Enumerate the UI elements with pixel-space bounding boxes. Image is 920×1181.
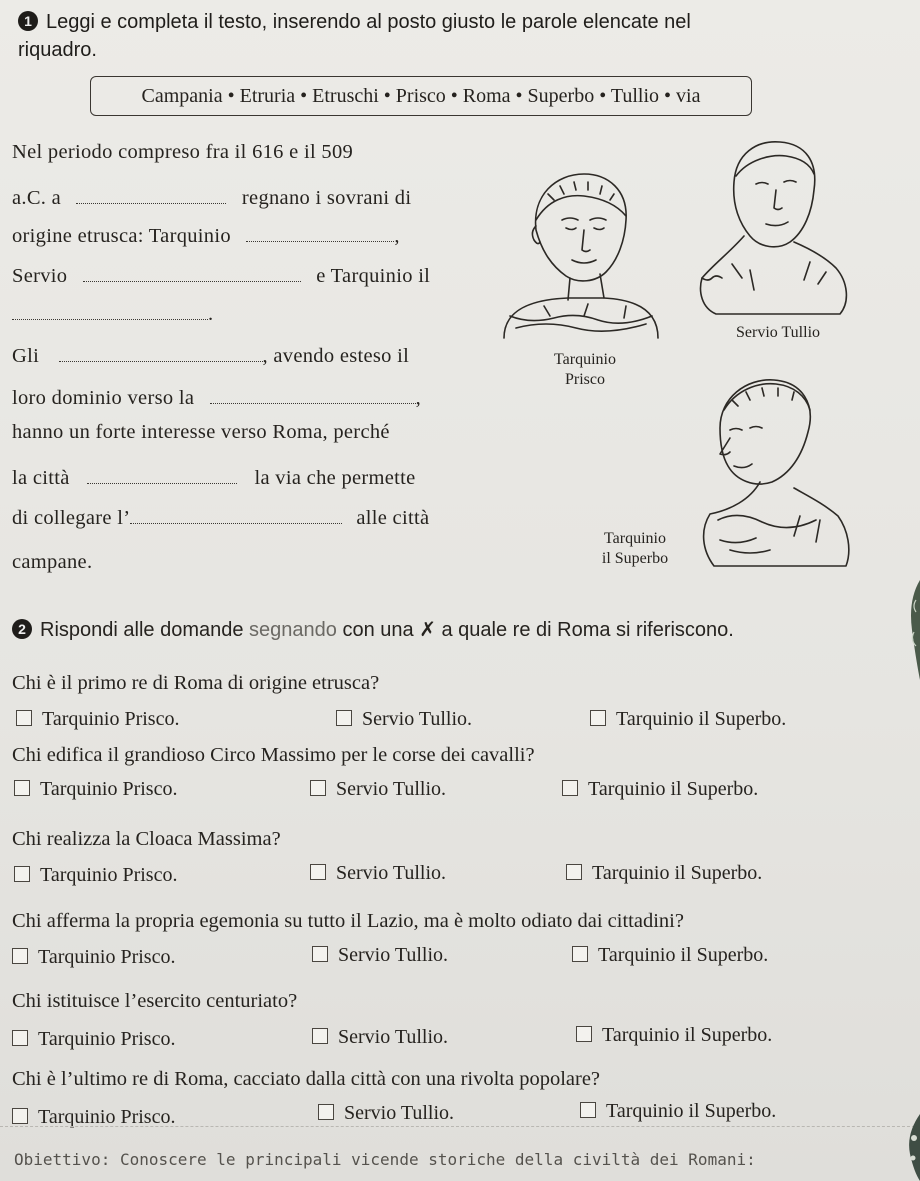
checkbox[interactable] <box>12 1030 28 1046</box>
option-label: Servio Tullio. <box>336 778 447 800</box>
checkbox[interactable] <box>310 780 326 796</box>
checkbox[interactable] <box>318 1104 334 1120</box>
blank-field[interactable] <box>210 385 416 404</box>
servio-tullio-portrait <box>690 132 860 332</box>
exercise2-instruction-part: con una ✗ a quale re di Roma si riferiscono. <box>336 619 734 641</box>
question: Chi istituisce l’esercito centuriato? <box>12 990 298 1012</box>
checkbox[interactable] <box>14 780 30 796</box>
option-label: Servio Tullio. <box>338 1026 449 1048</box>
answer-option[interactable] <box>562 776 758 802</box>
option-label: Tarquinio il Superbo. <box>588 778 759 800</box>
blank-field[interactable] <box>130 505 342 524</box>
text-line-part: la via che permette <box>254 467 416 489</box>
text-line <box>12 418 458 446</box>
caption-line: Prisco <box>565 371 605 388</box>
answer-option[interactable] <box>318 1100 454 1126</box>
answer-option[interactable] <box>312 1024 448 1050</box>
caption-line: Servio Tullio <box>735 324 821 341</box>
text-line <box>12 504 458 532</box>
answer-option[interactable] <box>310 860 446 886</box>
option-label: Servio Tullio. <box>344 1102 455 1124</box>
blank-field[interactable] <box>83 263 301 282</box>
objective-footer: Obiettivo: Conoscere le principali vicende storiche della civiltà dei Romani: <box>14 1150 756 1169</box>
text-line <box>12 384 458 412</box>
text-line <box>12 184 458 212</box>
text-line-part: , avendo esteso il <box>262 345 410 367</box>
blank-field[interactable] <box>12 301 208 320</box>
option-label: Tarquinio Prisco. <box>40 778 178 800</box>
checkbox[interactable] <box>312 1028 328 1044</box>
page-edge-decoration <box>904 1114 920 1181</box>
footer-divider <box>0 1126 920 1127</box>
text-line-part: , <box>415 387 422 409</box>
blank-field[interactable] <box>87 465 237 484</box>
blank-field[interactable] <box>76 185 226 204</box>
checkbox[interactable] <box>590 710 606 726</box>
answer-option[interactable] <box>14 862 177 888</box>
answer-option[interactable] <box>336 706 472 732</box>
text-line <box>12 300 458 328</box>
text-line-part: . <box>208 303 214 325</box>
text-line-part: Servio <box>12 265 68 287</box>
exercise1-number: 1 <box>18 11 38 31</box>
text-line-part: , <box>394 225 400 247</box>
option-label: Tarquinio Prisco. <box>38 1028 176 1050</box>
checkbox[interactable] <box>576 1026 592 1042</box>
exercise1-instruction-line1: Leggi e completa il testo, inserendo al posto giusto le parole elencate nel <box>46 11 691 33</box>
text-line-part: a.C. a <box>12 187 62 209</box>
blank-field[interactable] <box>246 223 394 242</box>
text-line-part: e Tarquinio il <box>316 265 431 287</box>
text-line <box>12 262 458 290</box>
answer-option[interactable] <box>576 1022 772 1048</box>
servio-tullio-caption <box>718 323 838 343</box>
page-edge-decoration <box>904 580 920 680</box>
answer-option[interactable] <box>12 1026 175 1052</box>
blank-field[interactable] <box>59 343 263 362</box>
checkbox[interactable] <box>312 946 328 962</box>
option-label: Tarquinio Prisco. <box>40 864 178 886</box>
checkbox[interactable] <box>14 866 30 882</box>
answer-option[interactable] <box>580 1098 776 1124</box>
exercise2-instruction <box>12 616 734 644</box>
option-label: Tarquinio Prisco. <box>38 1106 176 1128</box>
text-line-part: regnano i sovrani di <box>241 187 412 209</box>
exercise2-number: 2 <box>12 619 32 639</box>
text-line-part: campane. <box>12 551 93 573</box>
exercise1-instruction <box>18 8 898 64</box>
option-label: Servio Tullio. <box>336 862 447 884</box>
text-line-part: di collegare l’ <box>12 507 131 529</box>
checkbox[interactable] <box>566 864 582 880</box>
exercise2-instruction-part: segnando <box>249 619 337 641</box>
checkbox[interactable] <box>572 946 588 962</box>
checkbox[interactable] <box>310 864 326 880</box>
answer-option[interactable] <box>14 776 177 802</box>
answer-option[interactable] <box>16 706 179 732</box>
text-line <box>12 138 458 166</box>
answer-option[interactable] <box>572 942 768 968</box>
option-label: Tarquinio il Superbo. <box>606 1100 777 1122</box>
text-line <box>12 222 458 250</box>
option-label: Servio Tullio. <box>338 944 449 966</box>
text-line-part: origine etrusca: Tarquinio <box>12 225 231 247</box>
option-label: Tarquinio il Superbo. <box>602 1024 773 1046</box>
checkbox[interactable] <box>12 948 28 964</box>
answer-option[interactable] <box>310 776 446 802</box>
text-line-part: Gli <box>12 345 40 367</box>
text-line <box>12 548 458 576</box>
question: Chi è il primo re di Roma di origine etrusca? <box>12 672 380 694</box>
checkbox[interactable] <box>12 1108 28 1124</box>
caption-line: Tarquinio <box>554 351 616 368</box>
text-line-part: loro dominio verso la <box>12 387 195 409</box>
text-line <box>12 464 458 492</box>
caption-line: Tarquinio <box>604 530 666 547</box>
text-line-part: alle città <box>356 507 430 529</box>
option-label: Tarquinio il Superbo. <box>616 708 787 730</box>
text-line-part: la città <box>12 467 70 489</box>
question: Chi edifica il grandioso Circo Massimo per le corse dei cavalli? <box>12 744 535 766</box>
option-label: Tarquinio il Superbo. <box>598 944 769 966</box>
question: Chi afferma la propria egemonia su tutto il Lazio, ma è molto odiato dai cittadini? <box>12 910 684 932</box>
tarquinio-superbo-caption <box>570 529 700 569</box>
exercise2-instruction-part: Rispondi alle domande <box>40 619 250 641</box>
text-line-part: hanno un forte interesse verso Roma, perché <box>12 421 390 443</box>
answer-option[interactable] <box>12 944 175 970</box>
option-label: Tarquinio Prisco. <box>42 708 180 730</box>
checkbox[interactable] <box>580 1102 596 1118</box>
tarquinio-prisco-portrait <box>496 160 666 346</box>
option-label: Tarquinio il Superbo. <box>592 862 763 884</box>
checkbox[interactable] <box>16 710 32 726</box>
answer-option[interactable] <box>312 942 448 968</box>
text-line-part: Nel periodo compreso fra il 616 e il 509 <box>12 141 354 163</box>
answer-option[interactable] <box>590 706 786 732</box>
word-box: Campania • Etruria • Etruschi • Prisco • Roma • Superbo • Tullio • via <box>90 76 752 116</box>
question: Chi è l’ultimo re di Roma, cacciato dalla città con una rivolta popolare? <box>12 1068 601 1090</box>
exercise1-instruction-line2: riquadro. <box>18 39 97 61</box>
tarquinio-superbo-portrait <box>690 370 860 580</box>
answer-option[interactable] <box>566 860 762 886</box>
tarquinio-prisco-caption <box>520 350 650 390</box>
checkbox[interactable] <box>562 780 578 796</box>
checkbox[interactable] <box>336 710 352 726</box>
option-label: Servio Tullio. <box>362 708 473 730</box>
text-line <box>12 342 458 370</box>
option-label: Tarquinio Prisco. <box>38 946 176 968</box>
question: Chi realizza la Cloaca Massima? <box>12 828 281 850</box>
caption-line: il Superbo <box>601 550 669 567</box>
